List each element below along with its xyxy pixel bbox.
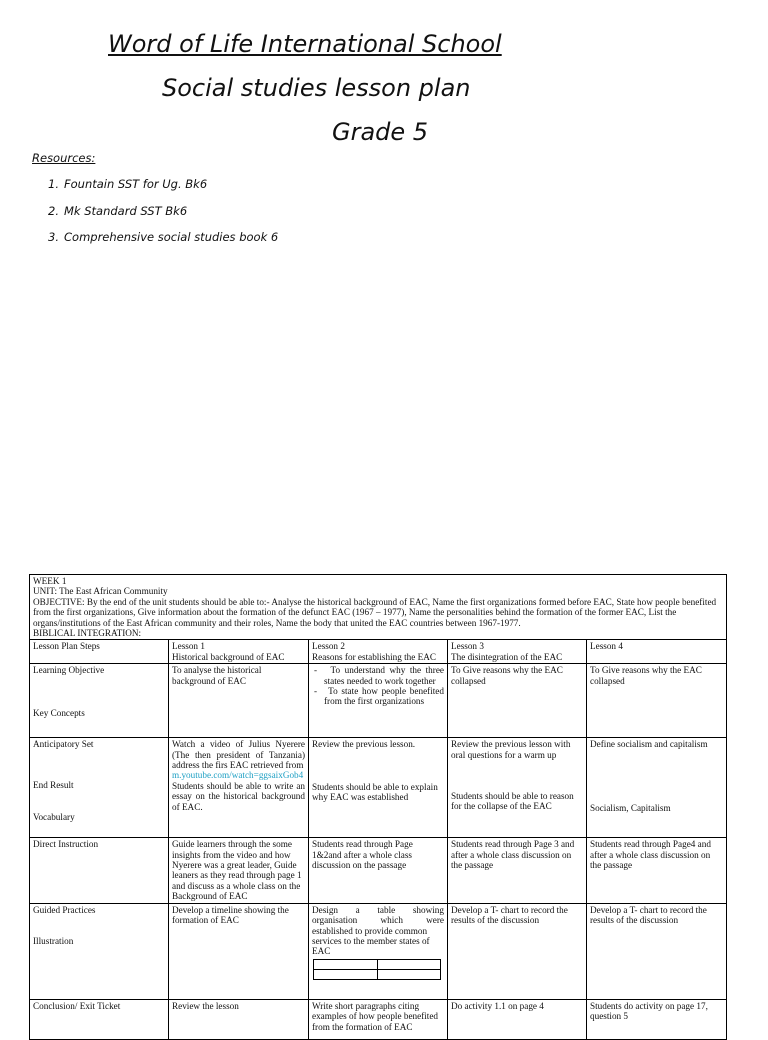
step-cell [30,903,169,999]
table-cell [377,969,441,979]
lesson-3-cell [448,738,587,838]
table-cell [314,959,378,969]
lesson-2-heading [309,640,448,664]
school-name: Word of Life International School [108,30,502,58]
resource-number: 3. [48,230,59,244]
cell-text: Watch a video of Julius Nyerere (The then president of Tanzania) address the firs EAC retrieved from [172,739,305,771]
lesson-topic: The disintegration of the EAC [451,651,563,662]
direct-instruction-row [30,838,727,903]
step-label: Key Concepts [33,707,85,718]
cell-text: Socialism, Capitalism [590,802,671,813]
learning-objective-row [30,664,727,738]
lesson-2-cell: Write short paragraphs citing examples of how people benefited from the formation of EAC [309,999,448,1039]
week-label: WEEK 1 [33,576,67,586]
lesson-label: Lesson 4 [590,641,623,652]
lesson-topic: Historical background of EAC [172,651,285,662]
lesson-label: Lesson 3 [451,641,484,652]
resource-text: Mk Standard SST Bk6 [64,204,188,218]
lesson-label: Lesson 1 [172,641,205,652]
unit-header-cell [30,575,727,640]
table-cell [377,959,441,969]
lesson-2-cell: Students read through Page 1&2and after a whole class discussion on the passage [309,838,448,903]
lesson-4-cell: Students do activity on page 17, question 5 [587,999,727,1039]
cell-text: Students should be able to reason for the collapse of the EAC [451,791,574,812]
resource-text: Comprehensive social studies book 6 [64,230,279,244]
step-cell [30,664,169,738]
cell-text: Define socialism and capitalism [590,739,708,750]
lesson-1-heading [169,640,309,664]
biblical-integration: BIBLICAL INTEGRATION: [33,628,142,639]
step-label: Guided Practices [33,904,96,915]
step-label: Learning Objective [33,665,105,676]
cell-text: Students should be able to write an essay on the historical background of EAC. [172,780,305,812]
lesson-3-cell: Students read through Page 3 and after a whole class discussion on the passage [448,838,587,903]
step-label: Conclusion/ Exit Ticket [30,999,169,1039]
lesson-4-cell: Develop a T- chart to record the results of the discussion [587,903,727,999]
cell-text: Review the previous lesson. [312,739,416,750]
lesson-2-cell [309,664,448,738]
resource-item [48,204,187,218]
cell-text: Review the previous lesson with oral questions for a warm up [451,739,571,760]
lesson-plan-table [29,574,727,1040]
bullet-text: To understand why the three states needed to work together [324,665,444,686]
cell-text: Students should be able to explain why EAC was established [312,781,438,803]
step-label: Direct Instruction [30,838,169,903]
lesson-header-row [30,640,727,664]
unit-objective: OBJECTIVE: By the end of the unit students should be able to:- Analyse the historical background of EAC, Name the first organizations formed before EAC, State how people benefited from the first organizations, Give information about the formation of the defunct EAC (1967 – 1977), Name the personalities behind the formation of the former EAC, List the organs/institutions of the East African community and their roles, Name the body that united the EAC countries between 1967-1977. [33,596,717,628]
cell-text: Design a table showing organisation which were established to provide common [312,904,444,936]
lesson-label: Lesson 2 [312,641,345,652]
lesson-1-cell: Develop a timeline showing the formation of EAC [169,903,309,999]
unit-header-row [30,575,727,640]
step-label: Anticipatory Set [33,739,94,750]
lesson-3-cell: To Give reasons why the EAC collapsed [448,664,587,738]
lesson-3-cell: Do activity 1.1 on page 4 [448,999,587,1039]
lesson-1-cell: Review the lesson [169,999,309,1039]
anticipatory-set-row [30,738,727,838]
document-subject: Social studies lesson plan [162,74,471,102]
lesson-topic: Reasons for establishing the EAC [312,651,437,662]
resource-number: 2. [48,204,59,218]
resource-number: 1. [48,177,59,191]
lesson-4-cell: To Give reasons why the EAC collapsed [587,664,727,738]
bullet-item: - To understand why the three states needed to work together [314,665,444,686]
resource-item [48,230,278,244]
resources-heading: Resources: [32,151,96,165]
lesson-1-cell: Guide learners through the some insights from the video and how Nyerere was a great leader, Guide leaners as they read through page 1 and discuss as a whole class on the Background of EAC [169,838,309,903]
lesson-2-cell [309,738,448,838]
lesson-3-cell: Develop a T- chart to record the results of the discussion [448,903,587,999]
conclusion-row [30,999,727,1039]
video-link[interactable]: m.youtube.com/watch=ggsaixGob4 [172,770,304,781]
step-label: Illustration [33,936,74,947]
lesson-4-heading [587,640,727,664]
lesson-2-cell [309,903,448,999]
cell-text: services to the member states of EAC [312,935,430,957]
lesson-1-cell [169,738,309,838]
step-label: Vocabulary [33,812,75,823]
guided-practices-row [30,903,727,999]
organisation-table [313,959,441,980]
column-heading-steps: Lesson Plan Steps [30,640,169,664]
resource-item [48,177,207,191]
bullet-item: - To state how people benefited from the first organizations [314,686,444,707]
lesson-1-cell: To analyse the historical background of EAC [169,664,309,738]
table-cell [314,969,378,979]
lesson-3-heading [448,640,587,664]
step-label: End Result [33,779,74,790]
unit-label: UNIT: The East African Community [33,586,168,597]
bullet-text: To state how people benefited from the first organizations [324,686,444,707]
step-cell [30,738,169,838]
resource-text: Fountain SST for Ug. Bk6 [64,177,208,191]
grade-label: Grade 5 [332,118,429,146]
lesson-4-cell [587,738,727,838]
lesson-4-cell: Students read through Page4 and after a whole class discussion on the passage [587,838,727,903]
